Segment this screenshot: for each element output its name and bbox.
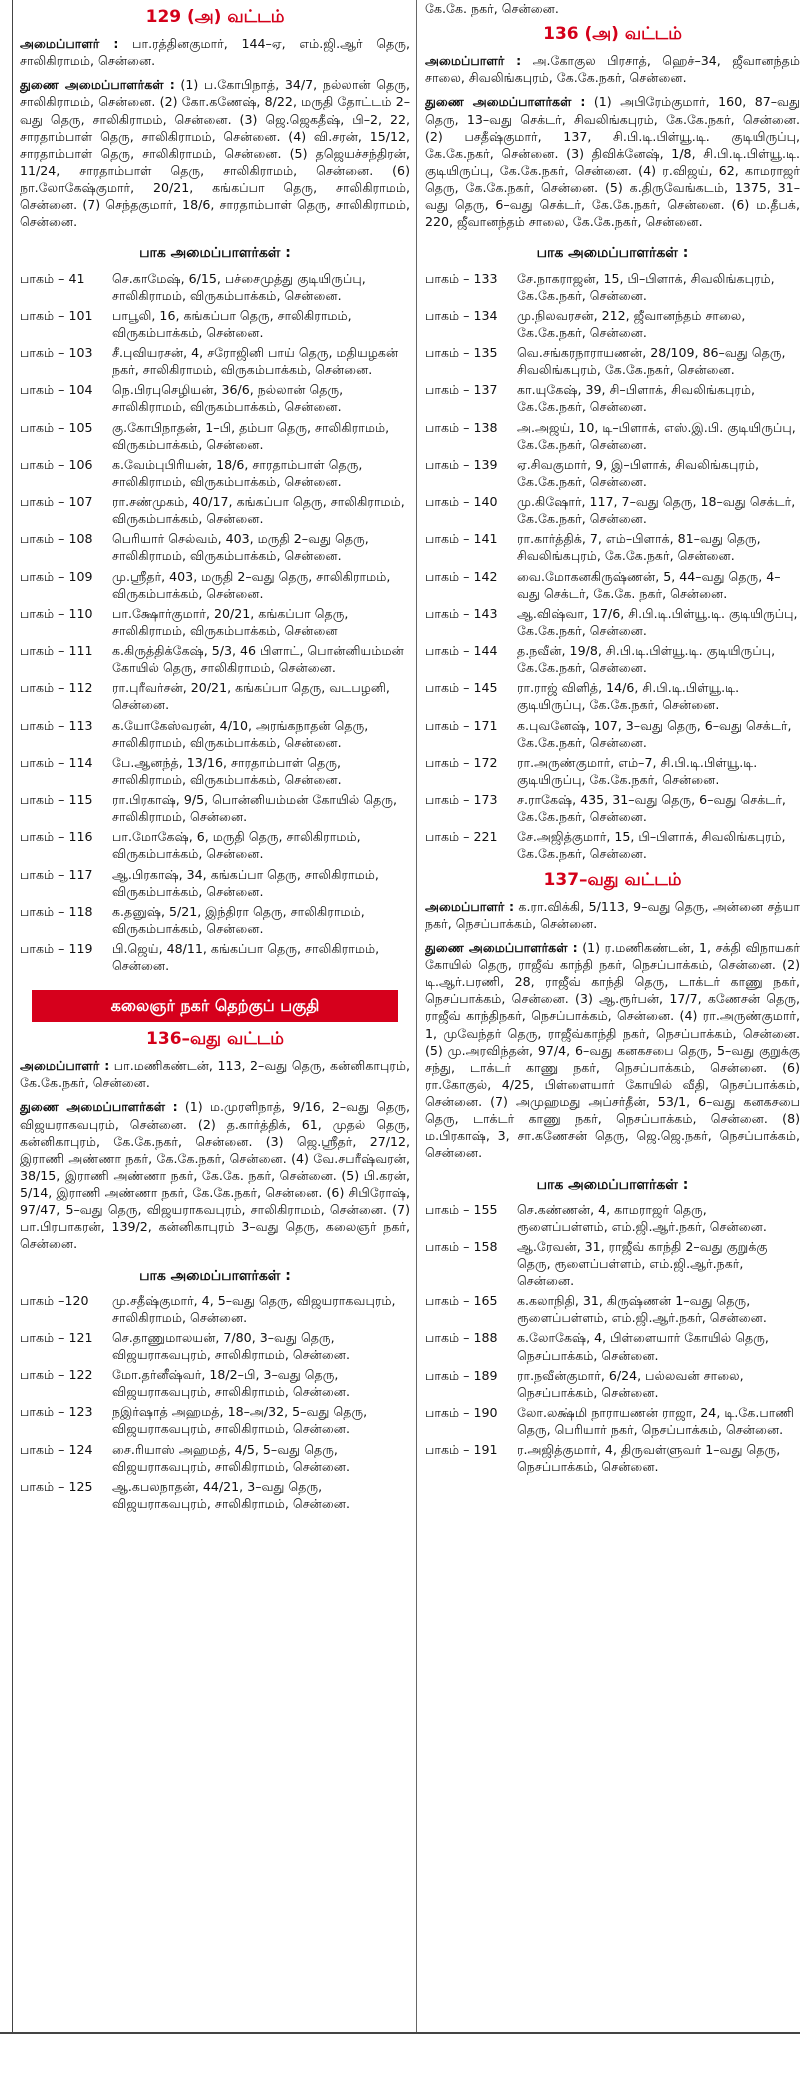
part-label: பாகம் – 123 (20, 1404, 93, 1420)
ward-136-parts-list (20, 1292, 410, 1513)
part-label: பாகம் – 116 (20, 829, 93, 845)
deputy-text: (1) ர.மணிகண்டன், 1, சக்தி விநாயகர் கோயில் தெரு, ராஜீவ் காந்தி நகர், நெசப்பாக்கம், சென்னை. (2) டி.ஆர்.பரணி, 28, ராஜீவ் காந்தி தெரு, டாக்டர் காணு நகர், நெசப்பாக்கம், சென்னை. (3) ஆ.ரூர்பன், 17/7, கணேசன் தெரு, ராஜீவ் காந்திநகர், நெசப்பாக்கம், சென்னை. (4) ரா.அருண்குமார், 1, முவேந்தர் தெரு, ராஜீவ்காந்தி நகர், நெசப்பாக்கம், சென்னை. (5) மு.அரவிந்தன், 97/4, 6–வது கனகசபை தெரு, 5–வது குறுக்கு சந்து, டாக்டர் காணு நகர், நெசப்பாக்கம், சென்னை. (6) ரா.கோகுல், 4/25, பிள்ளையார் கோயில் வீதி, நெசப்பாக்கம், சென்னை. (7) அமுஹமது அப்சர்தீன், 53/1, 6–வது கனகசபை தெரு, டாக்டர் காணு நகர், நெசப்பாக்கம், சென்னை. (8) ம.பிரகாஷ், 3, சா.கணேசன் தெரு, ஜெ.ஜெ.நகர், நெசப்பாக்கம், சென்னை. (425, 939, 800, 1161)
part-text: க.லோகேஷ், 4, பிள்ளையார் கோயில் தெரு, நெசப்பாக்கம், சென்னை. (517, 1330, 769, 1363)
part-row (425, 754, 800, 788)
organizer-text: பா.ரத்தினகுமார், 144–ஏ, எம்.ஜி.ஆர் தெரு, சாலிகிராமம், சென்னை. (20, 36, 410, 69)
part-row (425, 717, 800, 751)
part-row (425, 1367, 800, 1401)
part-label: பாகம் – 190 (425, 1404, 498, 1420)
part-row (20, 270, 410, 304)
part-label: பாகம் – 158 (425, 1238, 498, 1254)
ward-129a-deputies (20, 76, 410, 230)
part-text: ரா.பிரகாஷ், 9/5, பொன்னியம்மன் கோயில் தெரு, சாலிகிராமம், சென்னை. (112, 792, 398, 825)
part-row (425, 679, 800, 713)
organizer-label: அமைப்பாளர் : (425, 53, 522, 69)
part-row (20, 828, 410, 862)
ward-137-parts-heading: பாக அமைப்பாளர்கள் : (536, 1176, 689, 1193)
part-row (20, 307, 410, 341)
organizer-label: அமைப்பாளர் : (20, 1058, 110, 1074)
ward-136a-parts-heading: பாக அமைப்பாளர்கள் : (536, 245, 689, 262)
part-label: பாகம் – 113 (20, 717, 93, 733)
part-row (20, 1441, 410, 1475)
part-row (20, 866, 410, 900)
part-row (425, 307, 800, 341)
deputy-text: (1) ப.கோபிநாத், 34/7, நல்லான் தெரு, சாலிகிராமம், சென்னை. (2) கோ.கணேஷ், 8/22, மருதி தோட்டம் 2–வது தெரு, சாலிகிராமம், சென்னை. (3) ஜெ.ஜெகதீஷ், பி–2, 22, சாரதாம்பாள் தெரு, சாலிகிராமம், சென்னை. (4) வி.சரன், 15/12, சாரதாம்பாள் தெரு, சாலிகிராமம், சென்னை. (5) தஜெயச்சந்திரன், 11/24, சாரதாம்பாள் தெரு, சாலிகிராமம், சென்னை. (6) நா.லோகேஷ்குமார், 20/21, கங்கப்பா தெரு, சாலிகிராமம், சென்னை. (7) செந்தகுமார், 18/6, சாரதாம்பாள் தெரு, சாலிகிராமம், சென்னை. (20, 77, 410, 230)
part-text: வை.மோகனகிருஷ்ணன், 5, 44–வது தெரு, 4–வது செக்டர், கே.கே. நகர், சென்னை. (517, 568, 781, 601)
part-text: பா.மோகேஷ், 6, மருதி தெரு, சாலிகிராமம், விருகம்பாக்கம், சென்னை. (112, 829, 361, 862)
part-label: பாகம் – 189 (425, 1367, 498, 1383)
part-row (20, 493, 410, 527)
part-text: த.நவீன், 19/8, சி.பி.டி.பிள்யூ.டி. குடியிருப்பு, கே.கே.நகர், சென்னை. (517, 643, 776, 676)
part-text: சீ.புவியரசன், 4, சரோஜினி பாய் தெரு, மதியழகன் நகர், சாலிகிராமம், விருகம்பாக்கம், சென்னை. (112, 345, 399, 378)
part-row (425, 419, 800, 453)
part-label: பாகம் – 144 (425, 643, 498, 659)
left-column (20, 0, 410, 1515)
part-text: க.தனுஷ், 5/21, இந்திரா தெரு, சாலிகிராமம், விருகம்பாக்கம், சென்னை. (112, 903, 365, 936)
part-text: மு.நிலவரசன், 212, ஜீவானந்தம் சாலை, கே.கே.நகர், சென்னை. (517, 307, 746, 340)
part-text: ரா.சண்முகம், 40/17, கங்கப்பா தெரு, சாலிகிராமம், விருகம்பாக்கம், சென்னை. (112, 494, 405, 527)
part-label: பாகம் – 103 (20, 345, 93, 361)
part-row (425, 493, 800, 527)
column-divider (416, 0, 417, 2032)
part-row (20, 791, 410, 825)
ward-129a-heading: 129 (அ) வட்டம் (145, 7, 285, 27)
ward-136-deputies (20, 1098, 410, 1252)
part-text: சே.அஜித்குமார், 15, பி–பிளாக், சிவலிங்கபுரம், கே.கே.நகர், சென்னை. (517, 829, 786, 862)
part-text: மோ.தர்னீஷ்வர், 18/2–பி, 3–வது தெரு, விஜயராகவபுரம், சாலிகிராமம், சென்னை. (112, 1367, 351, 1400)
part-label: பாகம் – 142 (425, 568, 498, 584)
part-label: பாகம் – 119 (20, 941, 93, 957)
part-text: சை.ரியாஸ் அஹமத், 4/5, 5–வது தெரு, விஜயராகவபுரம், சாலிகிராமம், சென்னை. (112, 1441, 351, 1474)
part-text: க.புவனேஷ், 107, 3–வது தெரு, 6–வது செக்டர், கே.கே.நகர், சென்னை. (517, 717, 792, 750)
part-row (20, 1366, 410, 1400)
part-row (425, 642, 800, 676)
part-label: பாகம் – 125 (20, 1478, 93, 1494)
part-label: பாகம் – 140 (425, 494, 498, 510)
part-text: பே.ஆனந்த், 13/16, சாரதாம்பாள் தெரு, சாலிகிராமம், விருகம்பாக்கம், சென்னை. (112, 754, 342, 787)
part-text: ரா.புரீவர்சன், 20/21, கங்கப்பா தெரு, வடபழனி, சென்னை. (112, 680, 390, 713)
part-text: ஆ.ரேவன், 31, ராஜீவ் காந்தி 2–வது குறுக்கு தெரு, ரூளைப்பள்ளம், எம்.ஜி.ஆர்.நகர், சென்னை. (517, 1238, 768, 1289)
ward-137-organizer (425, 898, 800, 932)
part-label: பாகம் – 145 (425, 680, 498, 696)
part-row (20, 754, 410, 788)
page-left-border (12, 0, 13, 2032)
part-row (20, 419, 410, 453)
organizer-text: பா.மணிகண்டன், 113, 2–வது தெரு, கன்னிகாபுரம், கே.கே.நகர், சென்னை. (20, 1058, 410, 1091)
part-text: ரா.அருண்குமார், எம்–7, சி.பி.டி.பிள்யூ.டி. குடியிருப்பு, கே.கே.நகர், சென்னை. (517, 754, 758, 787)
ward-129a-parts-list (20, 270, 410, 975)
deputy-label: துணை அமைப்பாளர்கள் : (425, 94, 586, 110)
part-label: பாகம் – 117 (20, 866, 93, 882)
part-label: பாகம் – 122 (20, 1367, 93, 1383)
part-row (425, 1201, 800, 1235)
ward-136-organizer (20, 1057, 410, 1091)
section-banner: கலைஞர் நகர் தெற்குப் பகுதி (32, 990, 398, 1022)
ward-129a-organizer (20, 35, 410, 69)
part-text: ஏ.சிவகுமார், 9, இ–பிளாக், சிவலிங்கபுரம், கே.கே.நகர், சென்னை. (517, 456, 760, 489)
part-label: பாகம் – 171 (425, 717, 498, 733)
part-row (20, 642, 410, 676)
part-label: பாகம் – 124 (20, 1441, 93, 1457)
deputy-label: துணை அமைப்பாளர்கள் : (425, 939, 578, 955)
part-text: மு.கிஷோர், 117, 7–வது தெரு, 18–வது செக்டர், கே.கே.நகர், சென்னை. (517, 494, 796, 527)
part-label: பாகம் – 41 (20, 270, 85, 286)
right-column (425, 0, 800, 1478)
part-row (425, 605, 800, 639)
part-text: ச.ராகேஷ், 435, 31–வது தெரு, 6–வது செக்டர், கே.கே.நகர், சென்னை. (517, 792, 786, 825)
part-row (20, 717, 410, 751)
part-text: பாபூலி, 16, கங்கப்பா தெரு, சாலிகிராமம், விருகம்பாக்கம், சென்னை. (112, 307, 352, 340)
part-label: பாகம் – 101 (20, 307, 93, 323)
bottom-rule (0, 2032, 800, 2034)
part-label: பாகம் – 109 (20, 568, 93, 584)
part-label: பாகம் – 115 (20, 792, 93, 808)
part-row (20, 344, 410, 378)
part-text: மு.சதீஷ்குமார், 4, 5–வது தெரு, விஜயராகவபுரம், சாலிகிராமம், சென்னை. (112, 1292, 396, 1325)
part-label: பாகம் – 191 (425, 1442, 498, 1458)
ward-136-parts-heading: பாக அமைப்பாளர்கள் : (139, 1267, 291, 1284)
part-row (20, 530, 410, 564)
part-text: நஇர்ஷாத் அஹமத், 18–அ/32, 5–வது தெரு, விஜயராகவபுரம், சாலிகிராமம், சென்னை. (112, 1404, 368, 1437)
part-label: பாகம் – 143 (425, 605, 498, 621)
part-text: லோ.லக்ஷ்மி நாராயணன் ராஜா, 24, டி.கே.பாணி தெரு, பெரியார் நகர், நெசப்பாக்கம், சென்னை. (517, 1404, 795, 1438)
part-row (425, 568, 800, 602)
part-label: பாகம் – 134 (425, 307, 498, 323)
part-label: பாகம் – 118 (20, 903, 93, 919)
top-continuation-text: கே.கே. நகர், சென்னை. (425, 1, 559, 16)
part-text: வெ.சங்கரநாராயணன், 28/109, 86–வது தெரு, சிவலிங்கபுரம், கே.கே.நகர், சென்னை. (517, 345, 786, 378)
part-row (20, 568, 410, 602)
part-label: பாகம் – 155 (425, 1201, 498, 1217)
part-row (20, 1292, 410, 1326)
part-label: பாகம் – 121 (20, 1329, 93, 1345)
part-row (20, 1329, 410, 1363)
part-text: க.கலாநிதி, 31, கிருஷ்ணன் 1–வது தெரு, ரூளைப்பள்ளம், எம்.ஜி.ஆர்.நகர், சென்னை. (517, 1293, 767, 1326)
part-text: ரா.நவீன்குமார், 6/24, பல்லவன் சாலை, நெசப்பாக்கம், சென்னை. (517, 1367, 744, 1400)
part-row (425, 270, 800, 304)
part-label: பாகம் – 135 (425, 345, 498, 361)
part-label: பாகம் – 112 (20, 680, 93, 696)
part-text: ர.அஜித்குமார், 4, திருவள்ளுவர் 1–வது தெரு, நெசப்பாக்கம், சென்னை. (517, 1442, 781, 1475)
part-text: மு.ஸ்ரீதர், 403, மருதி 2–வது தெரு, சாலிகிராமம், விருகம்பாக்கம், சென்னை. (112, 568, 391, 601)
deputy-text: (1) ம.முரளிநாத், 9/16, 2–வது தெரு, விஜயராகவபுரம், சென்னை. (2) த.கார்த்திக், 61, முதல் தெரு, கன்னிகாபுரம், கே.கே.நகர், சென்னை. (3) ஜெ.ஸ்ரீதர், 27/12, இராணி அண்ணா நகர், கே.கே.நகர், சென்னை. (4) வே.சபரீஷ்வரன், 38/15, இராணி அண்ணா நகர், கே.கே. நகர், சென்னை. (5) பி.கரன், 5/14, இராணி அண்ணா நகர், கே.கே.நகர், சென்னை. (6) சிபிரோஷ், 97/47, 5–வது தெரு, விஜயராகவபுரம், சாலிகிராமம், சென்னை. (7) பா.பிரபாகரன், 139/2, கன்னிகாபுரம் 3–வது தெரு, கலைஞர் நகர், சென்னை. (20, 1099, 410, 1252)
part-row (20, 605, 410, 639)
part-label: பாகம் – 107 (20, 494, 93, 510)
part-text: கா.யுகேஷ், 39, சி–பிளாக், சிவலிங்கபுரம், கே.கே.நகர், சென்னை. (517, 382, 756, 415)
organizer-label: அமைப்பாளர் : (425, 898, 515, 914)
deputy-label: துணை அமைப்பாளர்கள் : (20, 77, 175, 93)
ward-136a-organizer (425, 52, 800, 86)
part-text: செ.தாணுமாலயன், 7/80, 3–வது தெரு, விஜயராகவபுரம், சாலிகிராமம், சென்னை. (112, 1329, 351, 1362)
ward-129a-parts-heading: பாக அமைப்பாளர்கள் : (139, 245, 291, 262)
deputy-label: துணை அமைப்பாளர்கள் : (20, 1099, 178, 1115)
part-label: பாகம் – 106 (20, 456, 93, 472)
ward-136a-parts-list (425, 270, 800, 863)
part-text: பெரியார் செல்வம், 403, மருதி 2–வது தெரு, சாலிகிராமம், விருகம்பாக்கம், சென்னை. (112, 531, 369, 564)
part-row (425, 1292, 800, 1326)
part-text: ரா.ராஜ் விளித், 14/6, சி.பி.டி.பிள்யூ.டி. குடியிருப்பு, கே.கே.நகர், சென்னை. (517, 680, 740, 713)
part-label: பாகம் – 139 (425, 456, 498, 472)
part-text: செ.கண்ணன், 4, காமராஜர் தெரு, ரூளைப்பள்ளம், எம்.ஜி.ஆர்.நகர், சென்னை. (517, 1201, 767, 1234)
part-row (20, 679, 410, 713)
part-row (20, 1478, 410, 1512)
part-label: பாகம் – 221 (425, 829, 498, 845)
part-label: பாகம் – 110 (20, 605, 93, 621)
part-text: பா.க்ஷோர்குமார், 20/21, கங்கப்பா தெரு, சாலிகிராமம், விருகம்பாக்கம், சென்னை (112, 605, 349, 638)
part-text: நெ.பிரபுசெழியன், 36/6, நல்லான் தெரு, சாலிகிராமம், விருகம்பாக்கம், சென்னை. (112, 382, 344, 415)
part-row (425, 791, 800, 825)
part-label: பாகம் –120 (20, 1292, 89, 1308)
ward-136-heading: 136–வது வட்டம் (146, 1029, 284, 1050)
part-row (20, 1403, 410, 1437)
part-text: சே.நாகராஜன், 15, பி–பிளாக், சிவலிங்கபுரம், கே.கே.நகர், சென்னை. (517, 270, 775, 303)
part-row (425, 828, 800, 862)
organizer-text: அ.கோகுல பிரசாத், ஹெச்–34, ஜீவானந்தம் சாலை, சிவலிங்கபுரம், கே.கே.நகர், சென்னை. (425, 53, 800, 86)
part-label: பாகம் – 114 (20, 754, 93, 770)
ward-137-deputies (425, 939, 800, 1162)
part-text: ஆ.கபலநாதன், 44/21, 3–வது தெரு, விஜயராகவபுரம், சாலிகிராமம், சென்னை. (112, 1478, 351, 1511)
part-label: பாகம் – 188 (425, 1330, 498, 1346)
part-row (425, 381, 800, 415)
part-label: பாகம் – 172 (425, 754, 498, 770)
part-label: பாகம் – 137 (425, 382, 498, 398)
organizer-label: அமைப்பாளர் : (20, 36, 119, 52)
ward-137-heading: 137–வது வட்டம் (543, 869, 682, 890)
part-label: பாகம் – 108 (20, 531, 93, 547)
part-row (20, 903, 410, 937)
part-row (425, 1404, 800, 1438)
part-row (425, 1329, 800, 1363)
part-label: பாகம் – 173 (425, 792, 498, 808)
part-row (20, 381, 410, 415)
part-text: பி.ஜெய், 48/11, கங்கப்பா தெரு, சாலிகிராமம், சென்னை. (112, 941, 380, 974)
part-label: பாகம் – 138 (425, 419, 498, 435)
part-row (20, 940, 410, 974)
part-label: பாகம் – 133 (425, 270, 498, 286)
part-row (425, 344, 800, 378)
part-label: பாகம் – 111 (20, 643, 93, 659)
part-text: கு.கோபிநாதன், 1–பி, தம்பா தெரு, சாலிகிராமம், விருகம்பாக்கம், சென்னை. (112, 419, 390, 452)
part-text: க.யோகேஸ்வரன், 4/10, அரங்கநாதன் தெரு, சாலிகிராமம், விருகம்பாக்கம், சென்னை. (112, 717, 369, 750)
part-row (425, 530, 800, 564)
part-text: க.வேம்புபிரியன், 18/6, சாரதாம்பாள் தெரு, சாலிகிராமம், விருகம்பாக்கம், சென்னை. (112, 456, 363, 489)
part-label: பாகம் – 141 (425, 531, 498, 547)
part-row (425, 1238, 800, 1289)
part-text: செ.காமேஷ், 6/15, பச்சைமுத்து குடியிருப்பு, சாலிகிராமம், விருகம்பாக்கம், சென்னை. (112, 270, 366, 303)
part-label: பாகம் – 105 (20, 419, 93, 435)
part-text: அ.அஜய், 10, டி–பிளாக், எஸ்.இ.பி. குடியிருப்பு, கே.கே.நகர், சென்னை. (517, 419, 796, 452)
ward-136a-heading: 136 (அ) வட்டம் (543, 24, 682, 45)
deputy-text: (1) அபிரேம்குமார், 160, 87–வது தெரு, 13–வது செக்டர், சிவலிங்கபுரம், கே.கே.நகர், சென்னை. (2) பசதீஷ்குமார், 137, சி.பி.டி.பிள்யூ.டி. குடியிருப்பு, கே.கே.நகர், சென்னை. (3) திவிக்னேஷ், 1/8, சி.பி.டி.பிள்யூ.டி. குடியிருப்பு, கே.கே.நகர், சென்னை. (4) ர.விஜய், 62, காமராஜர் தெரு, கே.கே.நகர், சென்னை. (5) க.திருவேங்கடம், 1375, 31–வது தெரு, 6–வது செக்டர், கே.கே.நகர், சென்னை. (6) ம.தீபக், 220, ஜீவானந்தம் சாலை, கே.கே.நகர், சென்னை. (425, 94, 800, 230)
part-row (425, 456, 800, 490)
part-row (20, 456, 410, 490)
part-text: ஆ.விஷ்வா, 17/6, சி.பி.டி.பிள்யூ.டி. குடியிருப்பு, கே.கே.நகர், சென்னை. (517, 605, 798, 638)
part-text: ரா.கார்த்திக், 7, எம்–பிளாக், 81–வது தெரு, சிவலிங்கபுரம், கே.கே.நகர், சென்னை. (517, 531, 761, 564)
ward-137-parts-list (425, 1201, 800, 1476)
ward-136a-deputies (425, 93, 800, 230)
part-text: ஆ.பிரகாஷ், 34, கங்கப்பா தெரு, சாலிகிராமம், விருகம்பாக்கம், சென்னை. (112, 866, 379, 899)
part-label: பாகம் – 165 (425, 1293, 498, 1309)
part-row (425, 1441, 800, 1475)
organizer-text: க.ரா.விக்கி, 5/113, 9–வது தெரு, அன்னை சத்யா நகர், நெசப்பாக்கம், சென்னை. (425, 898, 800, 931)
part-text: க.கிருத்திக்கேஷ், 5/3, 46 பிளாட், பொன்னியம்மன் கோயில் தெரு, சாலிகிராமம், சென்னை. (112, 643, 404, 676)
part-label: பாகம் – 104 (20, 382, 93, 398)
